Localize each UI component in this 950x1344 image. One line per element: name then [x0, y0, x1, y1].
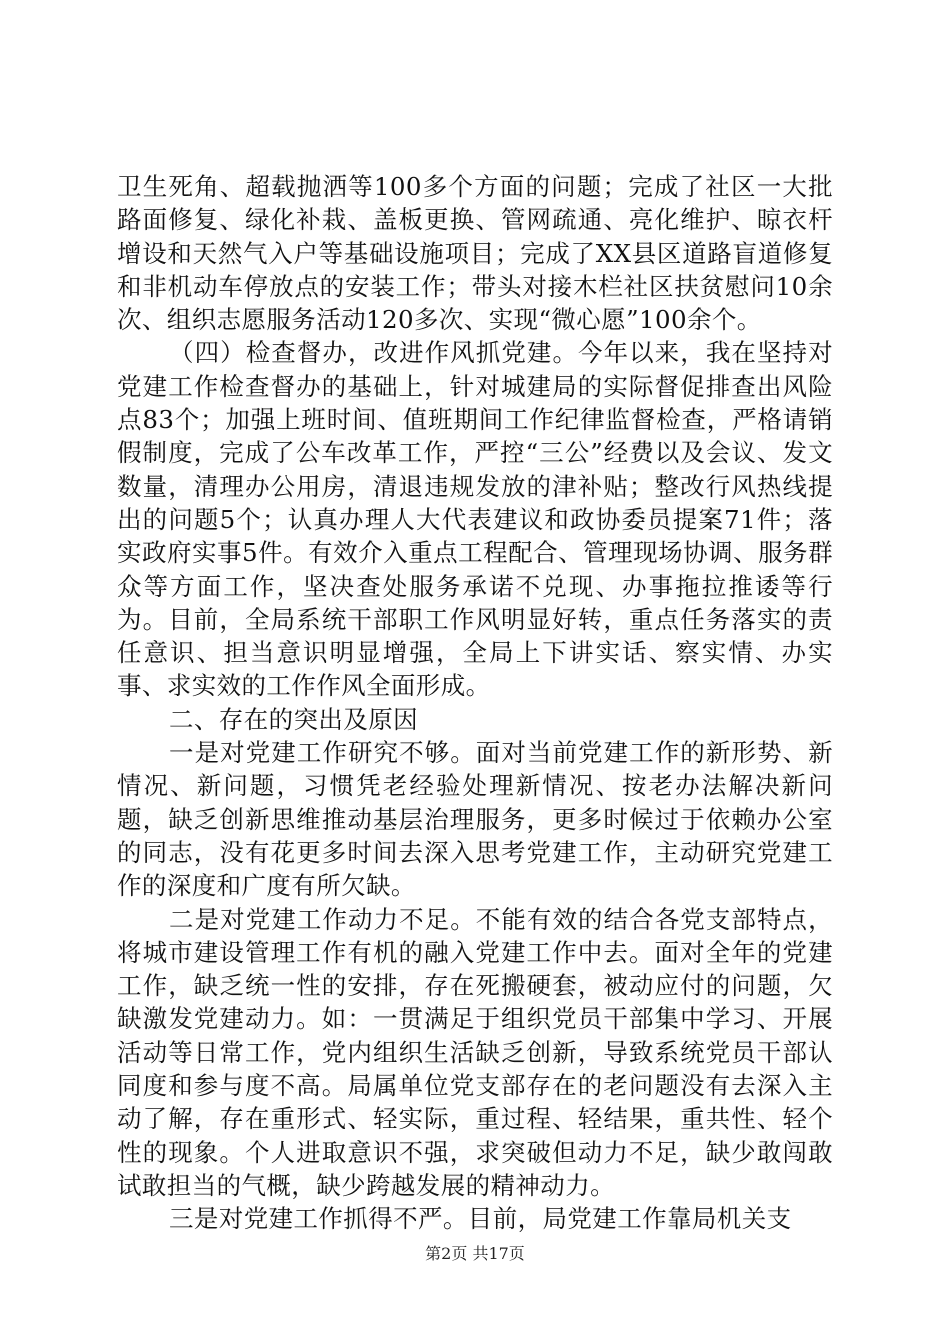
paragraph-problem-one: 一是对党建工作研究不够。面对当前党建工作的新形势、新情况、新问题，习惯凭老经验处理新情况、按老办法解决新问题，缺乏创新思维推动基层治理服务，更多时候过于依赖办公室的同志，没有花更多时间去深入思考党建工作，主动研究党建工作的深度和广度有所欠缺。: [117, 738, 833, 901]
paragraph-problem-two: 二是对党建工作动力不足。不能有效的结合各党支部特点，将城市建设管理工作有机的融入党建工作中去。面对全年的党建工作，缺乏统一性的安排，存在死搬硬套，被动应付的问题，欠缺激发党建动力。如：一贯满足于组织党员干部集中学习、开展活动等日常工作，党内组织生活缺乏创新，导致系统党员干部认同度和参与度不高。局属单位党支部存在的老问题没有去深入主动了解，存在重形式、轻实际，重过程、轻结果，重共性、轻个性的现象。个人进取意识不强，求突破但动力不足，缺少敢闯敢试敢担当的气概，缺少跨越发展的精神动力。: [117, 904, 833, 1200]
paragraph-inspection-supervision: （四）检查督办，改进作风抓党建。今年以来，我在坚持对党建工作检查督办的基础上，针对城建局的实际督促排查出风险点83个；加强上班时间、值班期间工作纪律监督检查，严格请销假制度，完成了公车改革工作，严控“三公”经费以及会议、发文数量，清理办公用房，清退违规发放的津补贴；整改行风热线提出的问题5个；认真办理人大代表建议和政协委员提案71件；落实政府实事5件。有效介入重点工程配合、管理现场协调、服务群众等方面工作，坚决查处服务承诺不兑现、办事拖拉推诿等行为。目前，全局系统干部职工作风明显好转，重点任务落实的责任意识、担当意识明显增强，全局上下讲实话、察实情、办实事、求实效的工作作风全面形成。: [117, 338, 833, 701]
paragraph-continuation: 卫生死角、超载抛洒等100多个方面的问题；完成了社区一大批路面修复、绿化补栽、盖板更换、管网疏通、亮化维护、晾衣杆增设和天然气入户等基础设施项目；完成了XX县区道路盲道修复和非机动车停放点的安装工作；带头对接木栏社区扶贫慰问10余次、组织志愿服务活动120多次、实现“微心愿”100余个。: [117, 172, 833, 335]
paragraph-problem-three: 三是对党建工作抓得不严。目前，局党建工作靠局机关支: [169, 1204, 792, 1234]
document-body: [117, 170, 833, 1236]
page-footer: 第2页 共17页: [425, 1244, 525, 1263]
section-heading-problems: 二、存在的突出及原因: [169, 704, 418, 734]
